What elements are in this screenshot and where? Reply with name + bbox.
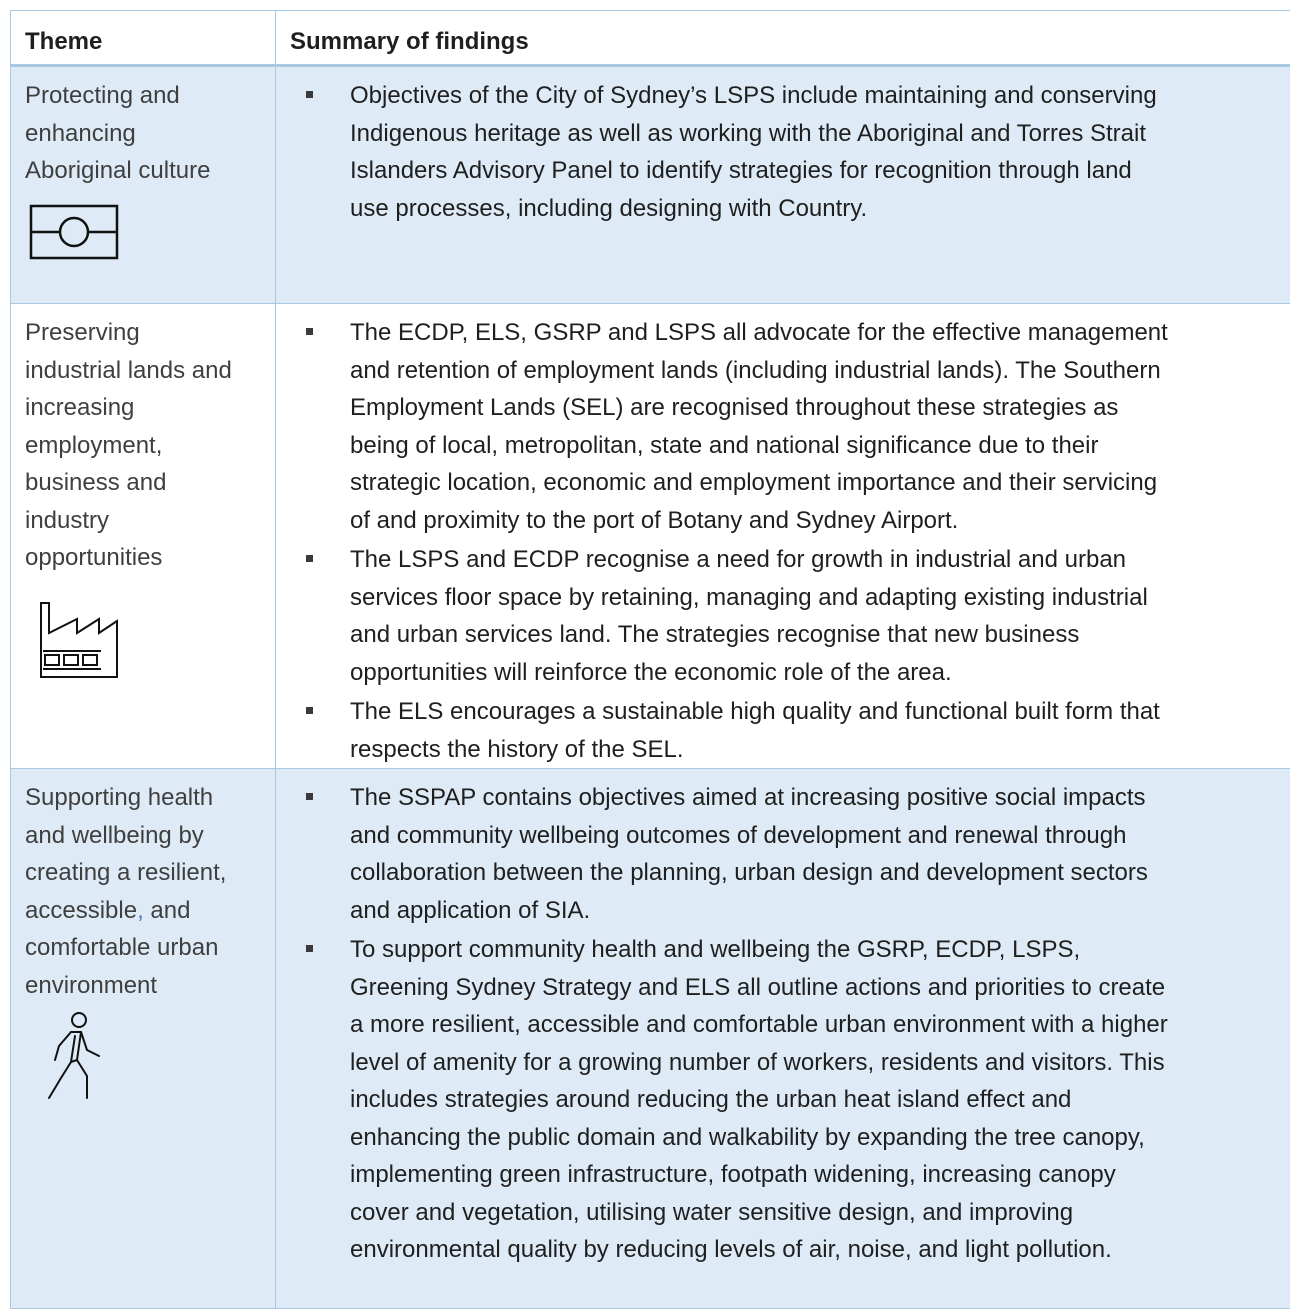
bullet-text-line: The ECDP, ELS, GSRP and LSPS all advocate for the effective management <box>350 314 1270 352</box>
bullet-text-line: and urban services land. The strategies recognise that new business <box>350 616 1270 654</box>
bullet-text-line: enhancing the public domain and walkability by expanding the tree canopy, <box>350 1119 1270 1157</box>
theme-text-line: employment, <box>25 427 267 465</box>
theme-text-line: environment <box>25 967 267 1005</box>
theme-text-line: enhancing <box>25 115 267 153</box>
factory-icon <box>37 595 121 679</box>
summary-cell <box>276 769 1290 1309</box>
bullet-text-line: The ELS encourages a sustainable high quality and functional built form that <box>350 693 1270 731</box>
bullet-text-line: use processes, including designing with Country. <box>350 190 1270 228</box>
bullet-text-line: services floor space by retaining, managing and adapting existing industrial <box>350 579 1270 617</box>
walking-person-icon <box>41 1010 111 1106</box>
bullet-text-line: includes strategies around reducing the urban heat island effect and <box>350 1081 1270 1119</box>
bullet-text-line: and application of SIA. <box>350 892 1270 930</box>
list-item <box>276 931 1290 1269</box>
theme-text-line: industry <box>25 502 267 540</box>
theme-text-line: Preserving <box>25 314 267 352</box>
bullet-text-line: strategic location, economic and employment importance and their servicing <box>350 464 1270 502</box>
bullet-text-line: To support community health and wellbeing the GSRP, ECDP, LSPS, <box>350 931 1270 969</box>
theme-text-line: opportunities <box>25 539 267 577</box>
table-row <box>11 304 1290 769</box>
list-item <box>276 541 1290 691</box>
theme-text-line: and wellbeing by <box>25 817 267 855</box>
bullet-list <box>276 77 1290 227</box>
theme-text-line: increasing <box>25 389 267 427</box>
bullet-text-line: The SSPAP contains objectives aimed at increasing positive social impacts <box>350 779 1270 817</box>
bullet-text-line: Employment Lands (SEL) are recognised throughout these strategies as <box>350 389 1270 427</box>
accent-comma: , <box>137 897 144 924</box>
theme-column-header: Theme <box>11 11 276 66</box>
findings-table <box>10 10 1290 1309</box>
theme-cell <box>11 304 276 769</box>
theme-text-fragment: and <box>144 897 191 924</box>
theme-text-line <box>25 892 267 930</box>
list-item <box>276 693 1290 768</box>
summary-column-header: Summary of findings <box>276 11 1290 66</box>
theme-text-line: comfortable urban <box>25 929 267 967</box>
summary-cell <box>276 66 1290 304</box>
bullet-text-line: collaboration between the planning, urban design and development sectors <box>350 854 1270 892</box>
bullet-text-line: cover and vegetation, utilising water sensitive design, and improving <box>350 1194 1270 1232</box>
bullet-icon <box>306 945 313 952</box>
bullet-text-line: The LSPS and ECDP recognise a need for growth in industrial and urban <box>350 541 1270 579</box>
bullet-text-line: Indigenous heritage as well as working with the Aboriginal and Torres Strait <box>350 115 1270 153</box>
bullet-text-line: being of local, metropolitan, state and national significance due to their <box>350 427 1270 465</box>
bullet-icon <box>306 91 313 98</box>
bullet-text-line: Objectives of the City of Sydney’s LSPS include maintaining and conserving <box>350 77 1270 115</box>
bullet-text-line: a more resilient, accessible and comfortable urban environment with a higher <box>350 1006 1270 1044</box>
bullet-text-line: Islanders Advisory Panel to identify strategies for recognition through land <box>350 152 1270 190</box>
list-item <box>276 779 1290 929</box>
theme-text-line: Supporting health <box>25 779 267 817</box>
table-header-row <box>11 11 1290 66</box>
bullet-text-line: level of amenity for a growing number of workers, residents and visitors. This <box>350 1044 1270 1082</box>
bullet-icon <box>306 707 313 714</box>
bullet-text-line: opportunities will reinforce the economic role of the area. <box>350 654 1270 692</box>
bullet-text-line: and retention of employment lands (including industrial lands). The Southern <box>350 352 1270 390</box>
bullet-text-line: of and proximity to the port of Botany and Sydney Airport. <box>350 502 1270 540</box>
bullet-list <box>276 779 1290 1269</box>
bullet-icon <box>306 555 313 562</box>
bullet-icon <box>306 328 313 335</box>
theme-text-line: business and <box>25 464 267 502</box>
theme-text-line: creating a resilient, <box>25 854 267 892</box>
bullet-text-line: implementing green infrastructure, footpath widening, increasing canopy <box>350 1156 1270 1194</box>
bullet-text-line: and community wellbeing outcomes of development and renewal through <box>350 817 1270 855</box>
bullet-text-line: Greening Sydney Strategy and ELS all outline actions and priorities to create <box>350 969 1270 1007</box>
aboriginal-flag-icon <box>29 204 123 264</box>
theme-text-line: industrial lands and <box>25 352 267 390</box>
table-row <box>11 66 1290 304</box>
summary-cell <box>276 304 1290 769</box>
bullet-text-line: respects the history of the SEL. <box>350 731 1270 769</box>
bullet-list <box>276 314 1290 768</box>
list-item <box>276 314 1290 539</box>
theme-text-fragment: accessible <box>25 897 137 924</box>
theme-text-line: Protecting and <box>25 77 267 115</box>
theme-cell <box>11 66 276 304</box>
table-row <box>11 769 1290 1309</box>
list-item <box>276 77 1290 227</box>
theme-cell <box>11 769 276 1309</box>
bullet-icon <box>306 793 313 800</box>
bullet-text-line: environmental quality by reducing levels of air, noise, and light pollution. <box>350 1231 1270 1269</box>
theme-text-line: Aboriginal culture <box>25 152 267 190</box>
